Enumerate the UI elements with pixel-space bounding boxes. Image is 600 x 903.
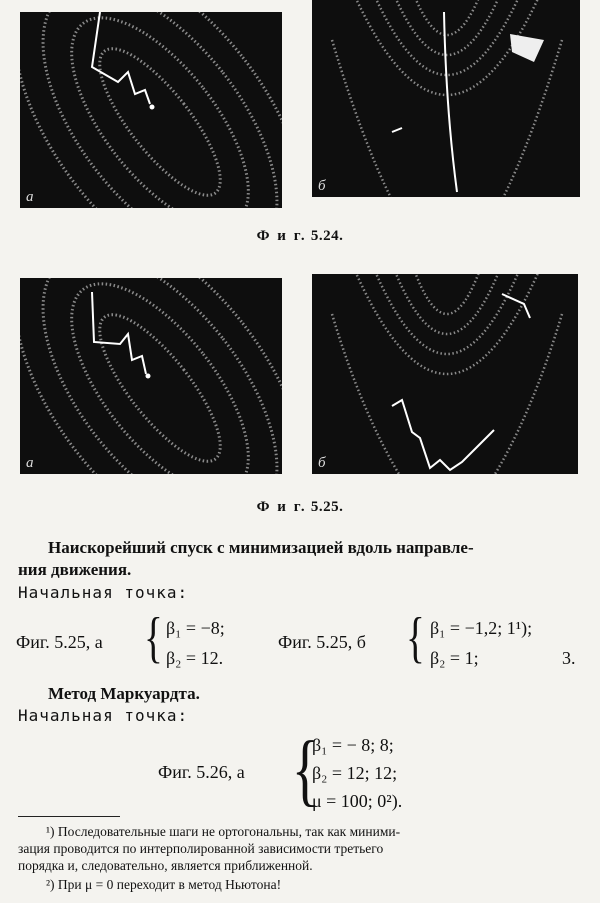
figure-reference: Фиг. 5.25, б: [278, 632, 366, 652]
left-brace: {: [406, 607, 425, 669]
figure-5-25-panel-b: [312, 274, 578, 474]
section-heading-cont: ния движения.: [18, 560, 132, 579]
beta1-value: β₁ = − 8; 8;: [312, 735, 394, 755]
beta2-alt-value: 3.: [562, 648, 576, 668]
start-point-label: Начальная точка:: [18, 583, 189, 602]
footnote-divider: [18, 816, 120, 817]
footnote-1-cont: порядка и, следовательно, является приближенной.: [18, 858, 313, 873]
panel-label: a: [26, 189, 34, 205]
mu-value: μ = 100; 0²).: [312, 791, 403, 811]
figure-caption: [0, 499, 600, 516]
footnote-1-cont: зация проводится по интерполированной зависимости третьего: [18, 841, 384, 856]
caption-prefix: Ф и г.: [256, 499, 307, 515]
beta2-value: β₂ = 12.: [166, 648, 224, 668]
panel-label: a: [26, 455, 34, 471]
figure-5-25-panel-a: [20, 278, 282, 474]
beta1-value: β₁ = −1,2; 1¹);: [430, 618, 533, 638]
caption-prefix: Ф и г.: [256, 228, 307, 244]
contour-plot-valley: [312, 274, 578, 474]
panel-label: б: [318, 178, 326, 194]
footnote-2: ²) При μ = 0 переходит в метод Ньютона!: [46, 877, 282, 892]
beta1-value: β₁ = −8;: [166, 618, 225, 638]
figure-caption: [0, 228, 600, 245]
contour-plot-valley: [312, 0, 580, 197]
left-brace: {: [291, 726, 319, 814]
figure-5-24-panel-b: [312, 0, 580, 197]
beta2-value: β₂ = 12; 12;: [312, 763, 398, 783]
figure-5-24-panel-a: [20, 12, 282, 208]
contour-plot-ellipses: [20, 12, 282, 208]
start-point-label: Начальная точка:: [18, 706, 189, 725]
section-heading: Наискорейший спуск с минимизацией вдоль направле-: [48, 538, 474, 557]
contour-plot-ellipses: [20, 278, 282, 474]
caption-number: 5.24.: [310, 228, 344, 244]
left-brace: {: [144, 607, 163, 669]
panel-label: б: [318, 455, 326, 471]
footnote-1: ¹) Последовательные шаги не ортогональны, так как миними-: [46, 824, 401, 839]
beta2-value: β₂ = 1;: [430, 648, 479, 668]
caption-number: 5.25.: [310, 499, 344, 515]
section-heading: Метод Маркуардта.: [48, 684, 200, 703]
figure-reference: Фиг. 5.26, a: [158, 762, 245, 782]
figure-reference: Фиг. 5.25, a: [16, 632, 103, 652]
